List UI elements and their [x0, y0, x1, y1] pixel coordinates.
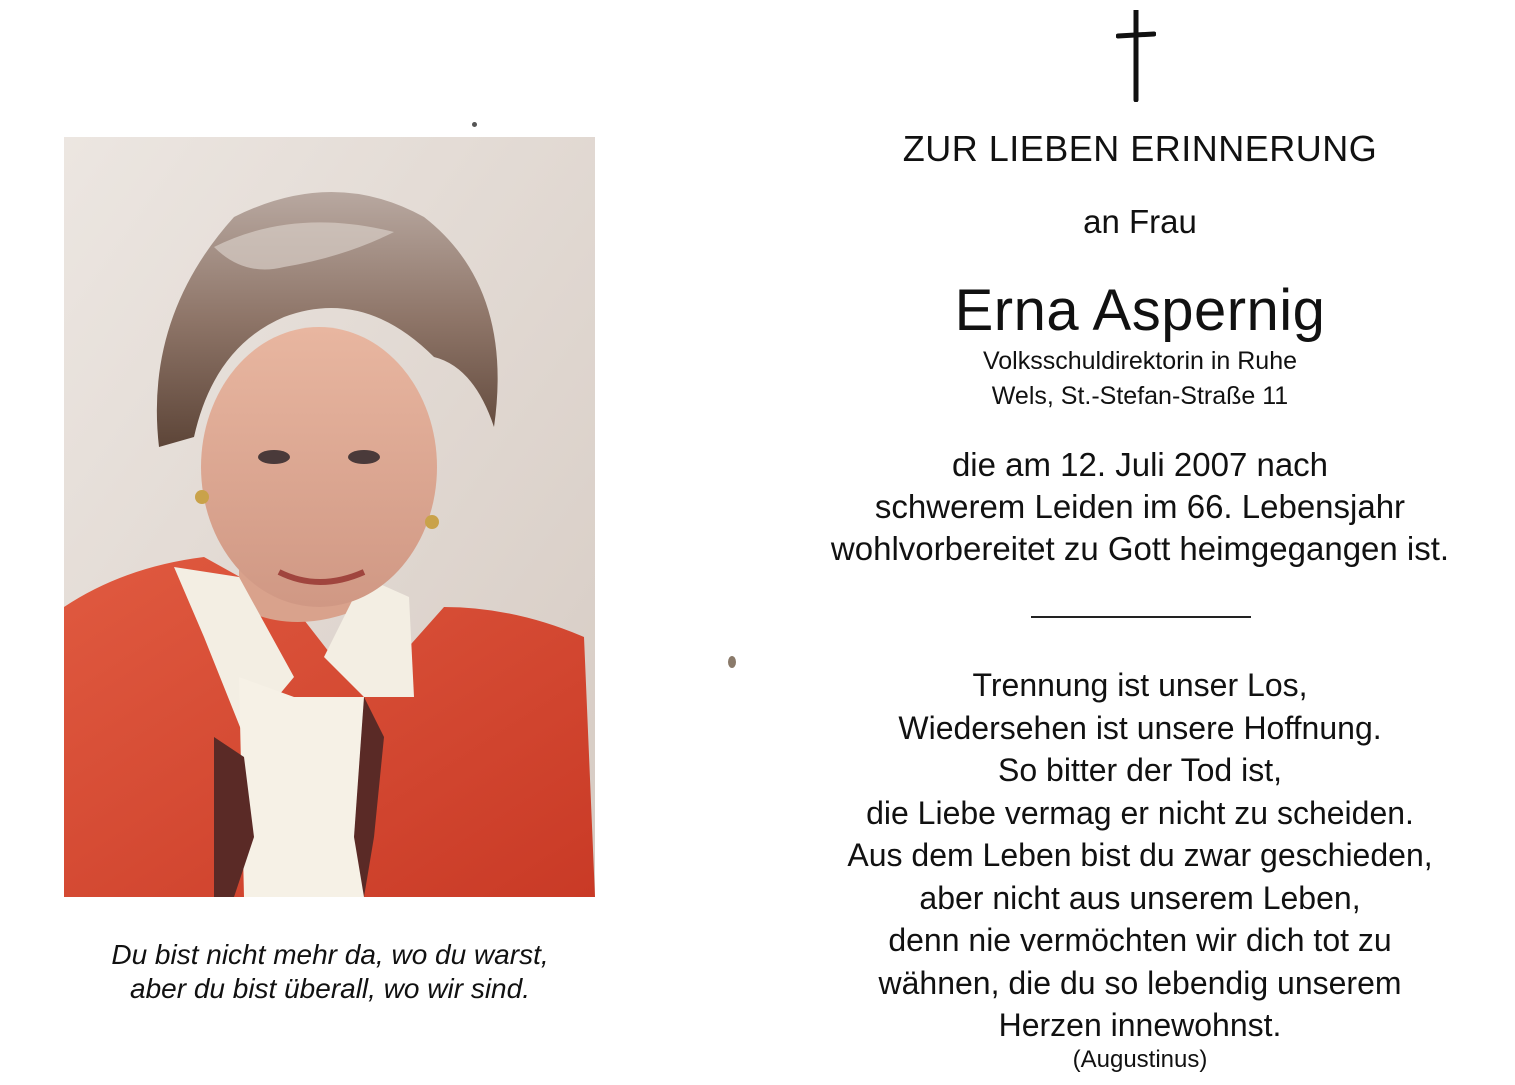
poem [760, 664, 1515, 1047]
memorial-heading: ZUR LIEBEN ERINNERUNG [902, 128, 1378, 169]
poem-line: So bitter der Tod ist, [998, 752, 1282, 788]
notice-line: wohlvorbereitet zu Gott heimgegangen ist. [830, 530, 1450, 567]
photo-caption [40, 938, 620, 1006]
salutation: an Frau [1083, 203, 1197, 240]
notice-line: die am 12. Juli 2007 nach [951, 446, 1329, 483]
poem-line: denn nie vermöchten wir dich tot zu [888, 922, 1392, 958]
poem-line: die Liebe vermag er nicht zu scheiden. [866, 794, 1414, 831]
poem-line: aber nicht aus unserem Leben, [919, 879, 1361, 916]
poem-line: Trennung ist unser Los, [972, 667, 1308, 703]
deceased-address: Wels, St.-Stefan-Straße 11 [991, 382, 1289, 410]
portrait-photo [64, 137, 595, 897]
poem-line: wähnen, die du so lebendig unserem [878, 964, 1402, 1001]
caption-line: aber du bist überall, wo wir sind. [130, 973, 530, 1004]
death-notice [760, 444, 1515, 570]
poem-author: (Augustinus) [1072, 1046, 1208, 1073]
poem-line: Herzen innewohnst. [998, 1007, 1282, 1043]
poem-line: Aus dem Leben bist du zwar geschieden, [847, 837, 1433, 873]
deceased-name: Erna Aspernig [954, 278, 1326, 343]
cross-icon [1116, 10, 1156, 102]
deceased-title: Volksschuldirektorin in Ruhe [982, 347, 1298, 375]
caption-line: Du bist nicht mehr da, wo du warst, [111, 939, 549, 970]
print-speck [728, 656, 736, 668]
print-speck [472, 122, 477, 127]
divider-line [1031, 616, 1251, 618]
poem-line: Wiedersehen ist unsere Hoffnung. [898, 709, 1382, 746]
notice-line: schwerem Leiden im 66. Lebensjahr [874, 488, 1406, 525]
